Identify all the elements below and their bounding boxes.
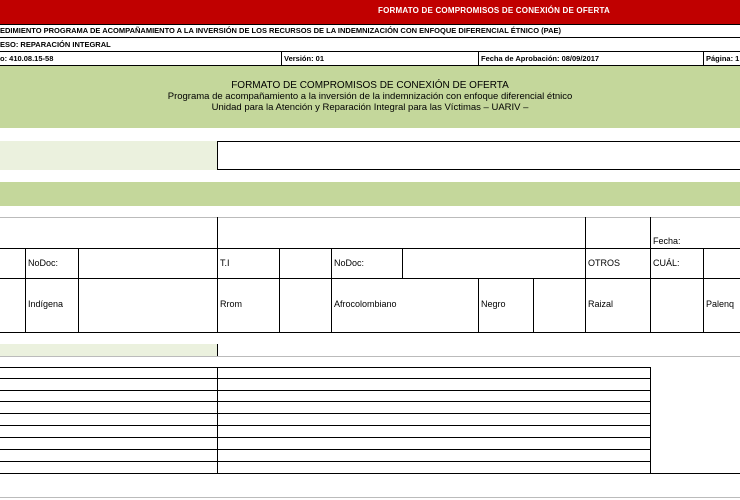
cual-label: CUÁL: bbox=[653, 258, 680, 268]
banner-title: FORMATO DE COMPROMISOS DE CONEXIÓN DE OFERTA bbox=[231, 80, 509, 91]
divider bbox=[0, 51, 740, 52]
ti-label: T.I bbox=[220, 258, 230, 268]
process-label: ESO: REPARACIÓN INTEGRAL bbox=[0, 40, 111, 49]
ethnic-raizal-label: Raizal bbox=[588, 299, 614, 309]
nodoc-label-2: NoDoc: bbox=[334, 258, 365, 268]
section-input-field[interactable] bbox=[217, 141, 740, 170]
banner-entity: Unidad para la Atención y Reparación Integral para las Víctimas – UARIV – bbox=[211, 102, 529, 113]
divider bbox=[0, 37, 740, 38]
form-banner bbox=[0, 66, 740, 128]
cual-input[interactable] bbox=[704, 249, 740, 277]
page-label: Página: 1 bbox=[706, 54, 740, 63]
top-title-bar bbox=[0, 0, 740, 24]
banner-subtitle: Programa de acompañamiento a la inversión de la indemnización con enfoque diferencial étnico bbox=[167, 91, 573, 102]
ethnic-indigena-label: Indígena bbox=[28, 299, 64, 309]
nodoc-input-2[interactable] bbox=[403, 249, 585, 277]
otros-label: OTROS bbox=[588, 258, 621, 268]
version-label: Versión: 01 bbox=[284, 54, 325, 63]
section-label-cell bbox=[0, 141, 217, 170]
ethnic-afro-label: Afrocolombiano bbox=[334, 299, 397, 309]
ethnic-rrom-label: Rrom bbox=[220, 299, 242, 309]
ethnic-palenquero-label: Palenq bbox=[706, 299, 735, 309]
ethnic-rrom-checkbox[interactable] bbox=[280, 279, 331, 331]
section-label-cell bbox=[0, 344, 217, 356]
ethnic-raizal-checkbox[interactable] bbox=[651, 279, 703, 331]
ethnic-negro-checkbox[interactable] bbox=[534, 279, 585, 331]
section-band bbox=[0, 182, 740, 206]
ethnic-indigena-checkbox[interactable] bbox=[79, 279, 217, 331]
top-title: FORMATO DE COMPROMISOS DE CONEXIÓN DE OFERTA bbox=[378, 6, 610, 15]
nodoc-label: NoDoc: bbox=[28, 258, 59, 268]
ethnic-negro-label: Negro bbox=[481, 299, 506, 309]
procedure-title: EDIMIENTO PROGRAMA DE ACOMPAÑAMIENTO A LA INVERSIÓN DE LOS RECURSOS DE LA INDEMNIZACIÓN CON ENFOQUE DIFERENCIAL ÉTNICO (PAE) bbox=[0, 26, 561, 35]
code-label: o: 410.08.15-58 bbox=[0, 54, 54, 63]
nodoc-input[interactable] bbox=[79, 249, 217, 277]
approval-date-label: Fecha de Aprobación: 08/09/2017 bbox=[481, 54, 600, 63]
date-label: Fecha: bbox=[653, 236, 681, 246]
ti-checkbox[interactable] bbox=[280, 249, 331, 277]
